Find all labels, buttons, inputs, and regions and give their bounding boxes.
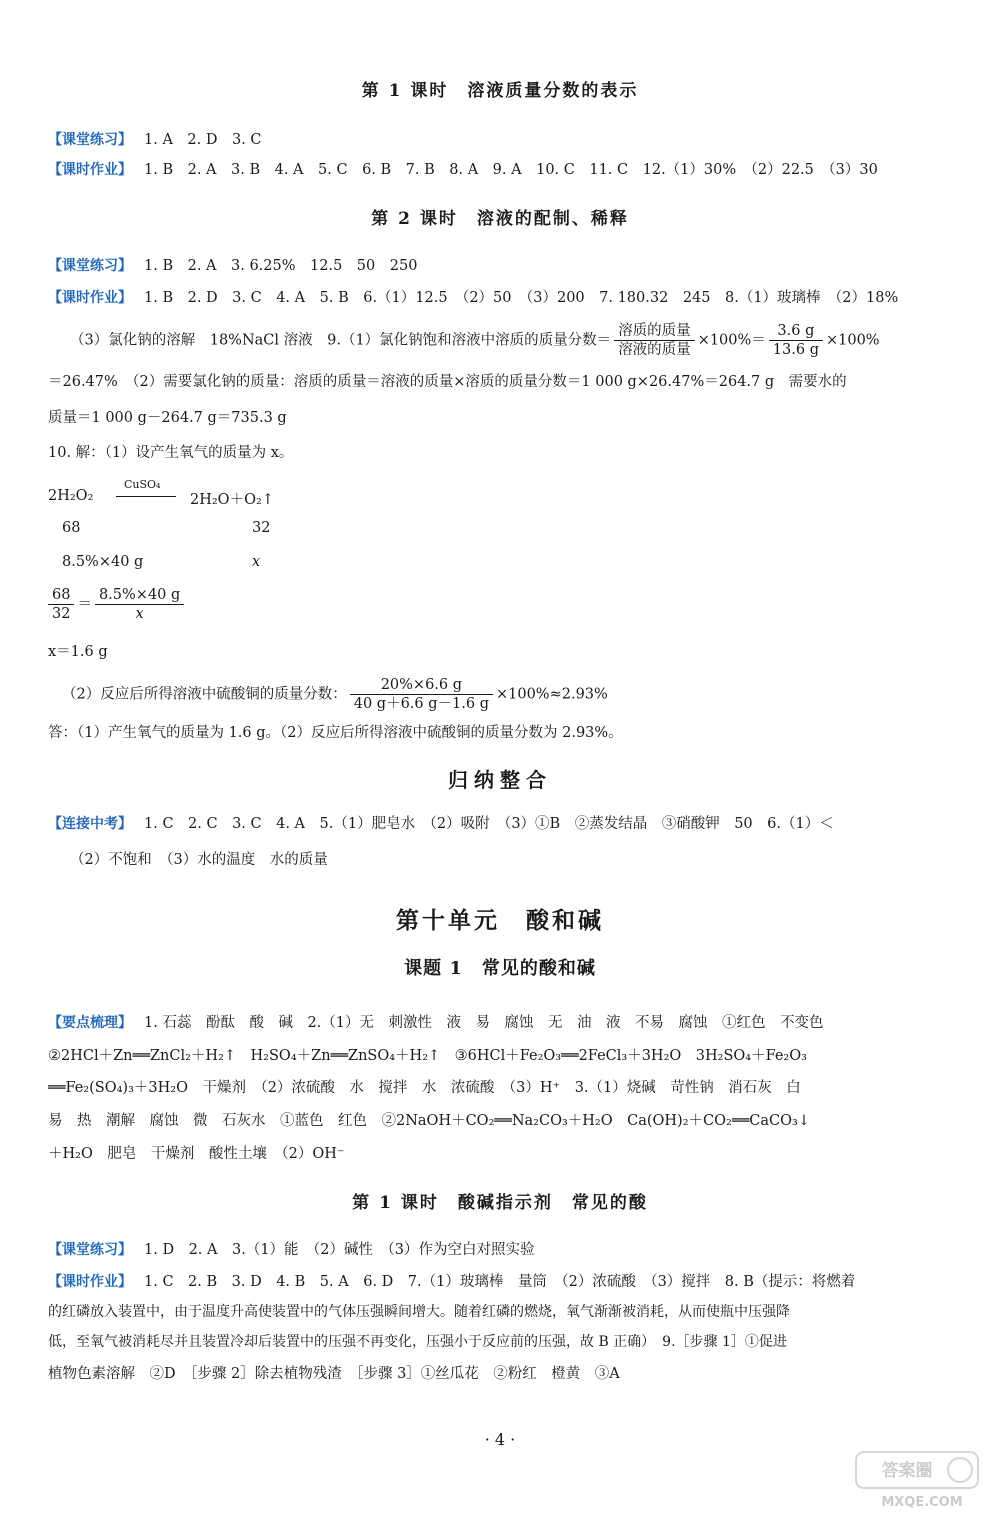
- answer-text: （3）氯化钠的溶解 18%NaCl 溶液 9.（1）氯化钠饱和溶液中溶质的质量分数＝: [70, 332, 612, 349]
- fraction-denominator: 32: [52, 606, 71, 622]
- lesson-3-title: 第 1 课时 酸碱指示剂 常见的酸: [352, 1193, 648, 1213]
- fraction-numerator: 20%×6.6 g: [350, 676, 493, 695]
- answer-text: （2）反应后所得溶液中硫酸铜的质量分数：: [62, 686, 347, 703]
- watermark-logo-text: 答案圈: [881, 1461, 933, 1481]
- final-answer: 答：（1）产生氧气的质量为 1.6 g。（2）反应后所得溶液中硫酸铜的质量分数为 2.93%。: [48, 725, 623, 741]
- answer-text: 1. 石蕊 酚酞 酸 碱 2.（1）无 刺激性 液 易 腐蚀 无 油 液 不易 腐蚀 ①红色 不变色: [144, 1015, 824, 1031]
- equals-sign: ＝: [77, 596, 92, 613]
- answer-line: 植物色素溶解 ②D ［步骤 2］除去植物残渣 ［步骤 3］①丝瓜花 ②粉红 橙黄 ③A: [48, 1366, 620, 1382]
- given-mass: 8.5%×40 g: [62, 554, 144, 570]
- answer-text: 1. A 2. D 3. C: [144, 132, 262, 148]
- answer-line: [48, 160, 958, 180]
- exam-link-tag: 【连接中考】: [48, 816, 132, 832]
- fraction-numerator: 8.5%×40 g: [95, 586, 184, 605]
- answer-text: 1. B 2. A 3. B 4. A 5. C 6. B 7. B 8. A 9. A 10. C 11. C 12.（1）30% （2）22.5 （3）30: [144, 162, 878, 178]
- answer-text: 1. B 2. A 3. 6.25% 12.5 50 250: [144, 258, 418, 274]
- equation-catalyst: CuSO₄: [124, 478, 161, 491]
- answer-line: [48, 256, 958, 276]
- answer-line: [48, 1240, 958, 1260]
- key-points-tag: 【要点梳理】: [48, 1015, 132, 1031]
- fraction: [95, 586, 184, 623]
- unknown-mass: x: [252, 554, 261, 570]
- proportion: [48, 586, 187, 623]
- answer-line: [48, 1013, 958, 1033]
- answer-line: 低，至氧气被消耗尽并且装置冷却后装置中的压强不再变化，压强小于反应前的压强，故 B 正确） 9.［步骤 1］①促进: [48, 1334, 787, 1350]
- classroom-practice-tag: 【课堂练习】: [48, 132, 132, 148]
- lesson-1-title: 第 1 课时 溶液质量分数的表示: [361, 81, 639, 101]
- answer-line: [48, 1272, 958, 1292]
- topic-title: 课题 1 常见的酸和碱: [404, 958, 596, 979]
- answer-text: ×100%: [825, 332, 880, 349]
- lesson-2-title: 第 2 课时 溶液的配制、稀释: [371, 209, 629, 229]
- fraction-numerator: 3.6 g: [769, 322, 823, 341]
- answer-line: [48, 130, 958, 150]
- reaction-arrow: [116, 496, 176, 497]
- watermark-circle: [948, 1458, 972, 1482]
- answer-line-with-fraction: [70, 322, 980, 359]
- fraction-denominator: 40 g＋6.6 g－1.6 g: [353, 696, 489, 712]
- molar-mass-product: 32: [252, 520, 271, 536]
- fraction: [350, 676, 493, 713]
- answer-line: [48, 814, 958, 834]
- answer-line: ②2HCl＋Zn══ZnCl₂＋H₂↑ H₂SO₄＋Zn══ZnSO₄＋H₂↑ ③6HCl＋Fe₂O₃══2FeCl₃＋3H₂O 3H₂SO₄＋Fe₂O₃: [48, 1048, 807, 1064]
- answer-line: （2）不饱和 （3）水的温度 水的质量: [70, 852, 328, 868]
- fraction: [769, 322, 823, 359]
- equation-product: 2H₂O＋O₂↑: [190, 492, 274, 508]
- fraction: [614, 322, 695, 359]
- fraction-numerator: 溶质的质量: [614, 322, 695, 341]
- watermark-text: MXQE.COM: [881, 1495, 963, 1510]
- homework-tag: 【课时作业】: [48, 162, 132, 178]
- fraction: [48, 586, 74, 623]
- answer-text: 1. C 2. B 3. D 4. B 5. A 6. D 7.（1）玻璃棒 量筒 （2）浓硫酸 （3）搅拌 8. B（提示：将燃着: [144, 1274, 856, 1290]
- answer-line: 的红磷放入装置中，由于温度升高使装置中的气体压强瞬间增大。随着红磷的燃烧，氧气渐渐被消耗，从而使瓶中压强降: [48, 1304, 790, 1320]
- answer-line: 易 热 潮解 腐蚀 微 石灰水 ①蓝色 红色 ②2NaOH＋CO₂══Na₂CO₃＋H₂O Ca(OH)₂＋CO₂══CaCO₃↓: [48, 1113, 810, 1129]
- classroom-practice-tag: 【课堂练习】: [48, 258, 132, 274]
- answer-text: 1. D 2. A 3.（1）能 （2）碱性 （3）作为空白对照实验: [144, 1242, 535, 1258]
- equation-reactant: 2H₂O₂: [48, 488, 94, 504]
- answer-text: ×100%≈2.93%: [495, 686, 608, 703]
- watermark-logo: [852, 1448, 982, 1510]
- fraction-denominator: x: [135, 606, 144, 622]
- page-number: · 4 ·: [484, 1430, 516, 1449]
- fraction-numerator: 68: [48, 586, 74, 605]
- unit-title: 第十单元 酸和碱: [396, 907, 604, 934]
- answer-line: ＝26.47% （2）需要氯化钠的质量：溶质的质量＝溶液的质量×溶质的质量分数＝1 000 g×26.47%＝264.7 g 需要水的: [48, 374, 847, 390]
- answer-line-with-fraction: [62, 676, 972, 713]
- fraction-denominator: 溶液的质量: [618, 342, 691, 358]
- answer-text: 1. B 2. D 3. C 4. A 5. B 6.（1）12.5 （2）50 （3）200 7. 180.32 245 8.（1）玻璃棒 （2）18%: [144, 290, 899, 306]
- x-result: x＝1.6 g: [48, 644, 108, 660]
- answer-text: ×100%＝: [697, 332, 766, 349]
- answer-line: ＋H₂O 肥皂 干燥剂 酸性土壤 （2）OH⁻: [48, 1146, 345, 1162]
- solution-intro: 10. 解：（1）设产生氧气的质量为 x。: [48, 445, 294, 461]
- homework-tag: 【课时作业】: [48, 1274, 132, 1290]
- summary-title: 归纳整合: [448, 768, 552, 792]
- answer-text: 1. C 2. C 3. C 4. A 5.（1）肥皂水 （2）吸附 （3）①B ②蒸发结晶 ③硝酸钾 50 6.（1）＜: [144, 816, 834, 832]
- answer-line: 质量＝1 000 g－264.7 g＝735.3 g: [48, 410, 287, 426]
- homework-tag: 【课时作业】: [48, 290, 132, 306]
- answer-line: ══Fe₂(SO₄)₃＋3H₂O 干燥剂 （2）浓硫酸 水 搅拌 水 浓硫酸 （3）H⁺ 3.（1）烧碱 苛性钠 消石灰 白: [48, 1080, 801, 1096]
- classroom-practice-tag: 【课堂练习】: [48, 1242, 132, 1258]
- molar-mass-reactant: 68: [62, 520, 81, 536]
- fraction-denominator: 13.6 g: [772, 342, 819, 358]
- answer-line: [48, 288, 958, 308]
